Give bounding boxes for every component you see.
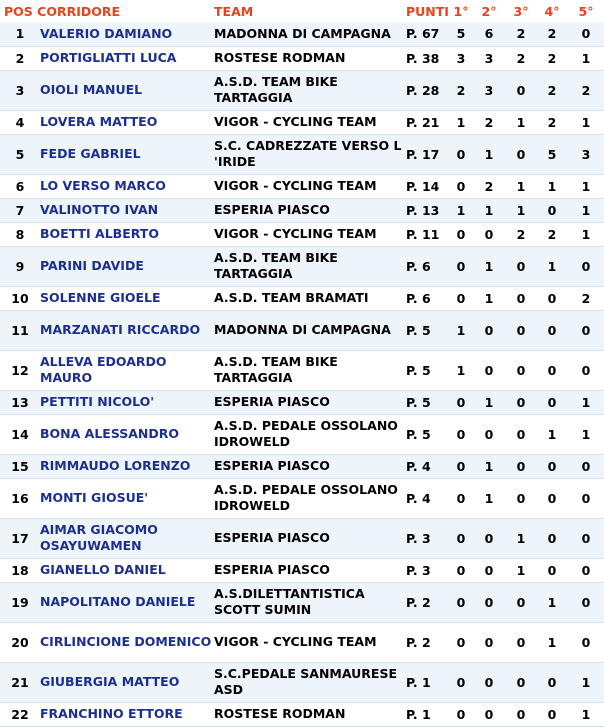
second-places: 1 [472,246,506,286]
row-position: 2 [0,46,40,70]
fourth-places: 0 [536,662,568,702]
third-places: 0 [506,414,536,454]
third-places: 1 [506,110,536,134]
second-places: 1 [472,454,506,478]
fifth-places: 1 [568,662,604,702]
rider-name: CIRLINCIONE DOMENICO [40,622,214,662]
table-row [0,198,604,222]
first-places: 0 [450,134,472,174]
fifth-places: 0 [568,246,604,286]
rider-name: ALLEVA EDOARDO MAURO [40,350,214,390]
table-row [0,110,604,134]
points-value: P. 5 [406,390,450,414]
fifth-places: 1 [568,110,604,134]
rider-name: MONTI GIOSUE' [40,478,214,518]
team-name: MADONNA DI CAMPAGNA [214,22,406,46]
table-row [0,246,604,286]
fifth-places: 1 [568,390,604,414]
third-places: 0 [506,246,536,286]
row-position: 7 [0,198,40,222]
table-row [0,222,604,246]
table-row [0,662,604,702]
third-places: 0 [506,350,536,390]
row-position: 19 [0,582,40,622]
fifth-places: 0 [568,518,604,558]
fifth-places: 0 [568,558,604,582]
first-places: 0 [450,662,472,702]
fourth-places: 2 [536,46,568,70]
fifth-places: 0 [568,22,604,46]
rider-name: BOETTI ALBERTO [40,222,214,246]
fourth-places: 0 [536,350,568,390]
fourth-places: 2 [536,110,568,134]
first-places: 0 [450,246,472,286]
team-name: A.S.D. TEAM BIKE TARTAGGIA [214,246,406,286]
first-places: 0 [450,702,472,726]
second-places: 1 [472,390,506,414]
table-row [0,390,604,414]
fourth-places: 5 [536,134,568,174]
fourth-places: 0 [536,310,568,350]
first-places: 0 [450,582,472,622]
first-places: 1 [450,110,472,134]
team-name: VIGOR - CYCLING TEAM [214,622,406,662]
row-position: 8 [0,222,40,246]
table-row [0,478,604,518]
points-value: P. 4 [406,478,450,518]
second-places: 3 [472,46,506,70]
points-value: P. 14 [406,174,450,198]
team-name: MADONNA DI CAMPAGNA [214,310,406,350]
third-places: 0 [506,286,536,310]
fourth-places: 2 [536,222,568,246]
table-row [0,558,604,582]
row-position: 4 [0,110,40,134]
second-places: 2 [472,174,506,198]
table-row [0,286,604,310]
row-position: 22 [0,702,40,726]
third-places: 0 [506,478,536,518]
fourth-places: 0 [536,558,568,582]
fourth-places: 0 [536,454,568,478]
header-third: 3° [513,3,529,19]
table-row [0,582,604,622]
table-row [0,22,604,46]
row-position: 11 [0,310,40,350]
first-places: 0 [450,286,472,310]
fourth-places: 0 [536,478,568,518]
second-places: 0 [472,414,506,454]
rider-name: NAPOLITANO DANIELE [40,582,214,622]
fourth-places: 0 [536,702,568,726]
rider-name: SOLENNE GIOELE [40,286,214,310]
table-row [0,70,604,110]
second-places: 0 [472,518,506,558]
fifth-places: 0 [568,478,604,518]
row-position: 3 [0,70,40,110]
team-name: A.S.D. TEAM BRAMATI [214,286,406,310]
team-name: A.S.D. PEDALE OSSOLANO IDROWELD [214,414,406,454]
second-places: 6 [472,22,506,46]
second-places: 1 [472,198,506,222]
row-position: 12 [0,350,40,390]
first-places: 3 [450,46,472,70]
row-position: 9 [0,246,40,286]
header-row [0,0,604,22]
rider-name: LOVERA MATTEO [40,110,214,134]
second-places: 2 [472,110,506,134]
first-places: 1 [450,198,472,222]
rider-name: MARZANATI RICCARDO [40,310,214,350]
row-position: 14 [0,414,40,454]
third-places: 1 [506,174,536,198]
table-row [0,702,604,726]
rider-name: GIUBERGIA MATTEO [40,662,214,702]
header-rider: CORRIDORE [37,3,121,19]
table-row [0,134,604,174]
first-places: 0 [450,518,472,558]
third-places: 0 [506,702,536,726]
first-places: 0 [450,622,472,662]
first-places: 2 [450,70,472,110]
row-position: 21 [0,662,40,702]
second-places: 0 [472,350,506,390]
points-value: P. 13 [406,198,450,222]
rider-name: GIANELLO DANIEL [40,558,214,582]
header-fourth: 4° [544,3,560,19]
rider-name: LO VERSO MARCO [40,174,214,198]
fourth-places: 2 [536,22,568,46]
fourth-places: 0 [536,286,568,310]
header-pos: POS [4,3,33,19]
row-position: 6 [0,174,40,198]
rider-name: PORTIGLIATTI LUCA [40,46,214,70]
team-name: ESPERIA PIASCO [214,198,406,222]
team-name: A.S.D. PEDALE OSSOLANO IDROWELD [214,478,406,518]
row-position: 15 [0,454,40,478]
second-places: 0 [472,662,506,702]
fourth-places: 1 [536,174,568,198]
fourth-places: 1 [536,414,568,454]
first-places: 0 [450,558,472,582]
third-places: 0 [506,582,536,622]
table-row [0,414,604,454]
row-position: 10 [0,286,40,310]
points-value: P. 38 [406,46,450,70]
fourth-places: 0 [536,390,568,414]
points-value: P. 17 [406,134,450,174]
rider-name: VALINOTTO IVAN [40,198,214,222]
points-value: P. 3 [406,558,450,582]
fourth-places: 1 [536,622,568,662]
first-places: 1 [450,310,472,350]
header-pos-rider [0,0,214,22]
fifth-places: 0 [568,454,604,478]
fifth-places: 0 [568,582,604,622]
rider-name: RIMMAUDO LORENZO [40,454,214,478]
fifth-places: 0 [568,622,604,662]
row-position: 1 [0,22,40,46]
third-places: 0 [506,70,536,110]
fifth-places: 1 [568,46,604,70]
header-second: 2° [481,3,497,19]
first-places: 1 [450,350,472,390]
second-places: 1 [472,478,506,518]
points-value: P. 6 [406,286,450,310]
row-position: 5 [0,134,40,174]
second-places: 0 [472,702,506,726]
points-value: P. 4 [406,454,450,478]
rider-name: OIOLI MANUEL [40,70,214,110]
fifth-places: 1 [568,702,604,726]
rider-name: FRANCHINO ETTORE [40,702,214,726]
third-places: 1 [506,198,536,222]
first-places: 0 [450,222,472,246]
header-points: PUNTI [406,3,449,19]
fifth-places: 3 [568,134,604,174]
second-places: 1 [472,134,506,174]
third-places: 1 [506,558,536,582]
team-name: ESPERIA PIASCO [214,518,406,558]
points-value: P. 1 [406,662,450,702]
points-value: P. 6 [406,246,450,286]
row-position: 16 [0,478,40,518]
second-places: 0 [472,222,506,246]
header-first: 1° [453,3,469,19]
table-row [0,350,604,390]
table-row [0,310,604,350]
third-places: 2 [506,46,536,70]
table-row [0,174,604,198]
fourth-places: 2 [536,70,568,110]
fourth-places: 1 [536,582,568,622]
third-places: 2 [506,22,536,46]
third-places: 0 [506,662,536,702]
fifth-places: 2 [568,70,604,110]
second-places: 0 [472,622,506,662]
team-name: S.C. CADREZZATE VERSO L 'IRIDE [214,134,406,174]
third-places: 0 [506,310,536,350]
rider-name: PETTITI NICOLO' [40,390,214,414]
points-value: P. 21 [406,110,450,134]
second-places: 1 [472,286,506,310]
fourth-places: 0 [536,518,568,558]
table-row [0,622,604,662]
fifth-places: 1 [568,174,604,198]
rider-name: FEDE GABRIEL [40,134,214,174]
team-name: S.C.PEDALE SANMAURESE ASD [214,662,406,702]
team-name: A.S.DILETTANTISTICA SCOTT SUMIN [214,582,406,622]
points-value: P. 67 [406,22,450,46]
points-value: P. 5 [406,414,450,454]
team-name: ROSTESE RODMAN [214,702,406,726]
team-name: A.S.D. TEAM BIKE TARTAGGIA [214,350,406,390]
header-team: TEAM [214,3,254,19]
second-places: 3 [472,70,506,110]
fifth-places: 0 [568,310,604,350]
points-value: P. 2 [406,622,450,662]
second-places: 0 [472,310,506,350]
first-places: 0 [450,390,472,414]
table-row [0,518,604,558]
fifth-places: 2 [568,286,604,310]
points-value: P. 2 [406,582,450,622]
points-value: P. 1 [406,702,450,726]
second-places: 0 [472,582,506,622]
team-name: A.S.D. TEAM BIKE TARTAGGIA [214,70,406,110]
fifth-places: 1 [568,222,604,246]
first-places: 0 [450,478,472,518]
points-value: P. 11 [406,222,450,246]
points-value: P. 5 [406,350,450,390]
third-places: 0 [506,390,536,414]
row-position: 13 [0,390,40,414]
rider-name: AIMAR GIACOMO OSAYUWAMEN [40,518,214,558]
third-places: 0 [506,134,536,174]
team-name: ESPERIA PIASCO [214,390,406,414]
team-name: VIGOR - CYCLING TEAM [214,174,406,198]
row-position: 20 [0,622,40,662]
team-name: ESPERIA PIASCO [214,454,406,478]
fifth-places: 1 [568,414,604,454]
row-position: 17 [0,518,40,558]
table-row [0,46,604,70]
points-value: P. 28 [406,70,450,110]
points-value: P. 5 [406,310,450,350]
fifth-places: 0 [568,350,604,390]
points-value: P. 3 [406,518,450,558]
rider-name: VALERIO DAMIANO [40,22,214,46]
header-fifth: 5° [578,3,594,19]
first-places: 0 [450,174,472,198]
third-places: 1 [506,518,536,558]
fifth-places: 1 [568,198,604,222]
second-places: 0 [472,558,506,582]
table-row [0,454,604,478]
first-places: 5 [450,22,472,46]
row-position: 18 [0,558,40,582]
third-places: 0 [506,622,536,662]
team-name: ROSTESE RODMAN [214,46,406,70]
team-name: VIGOR - CYCLING TEAM [214,222,406,246]
team-name: VIGOR - CYCLING TEAM [214,110,406,134]
rider-name: PARINI DAVIDE [40,246,214,286]
first-places: 0 [450,454,472,478]
fourth-places: 1 [536,246,568,286]
third-places: 0 [506,454,536,478]
team-name: ESPERIA PIASCO [214,558,406,582]
fourth-places: 0 [536,198,568,222]
first-places: 0 [450,414,472,454]
rider-name: BONA ALESSANDRO [40,414,214,454]
third-places: 2 [506,222,536,246]
